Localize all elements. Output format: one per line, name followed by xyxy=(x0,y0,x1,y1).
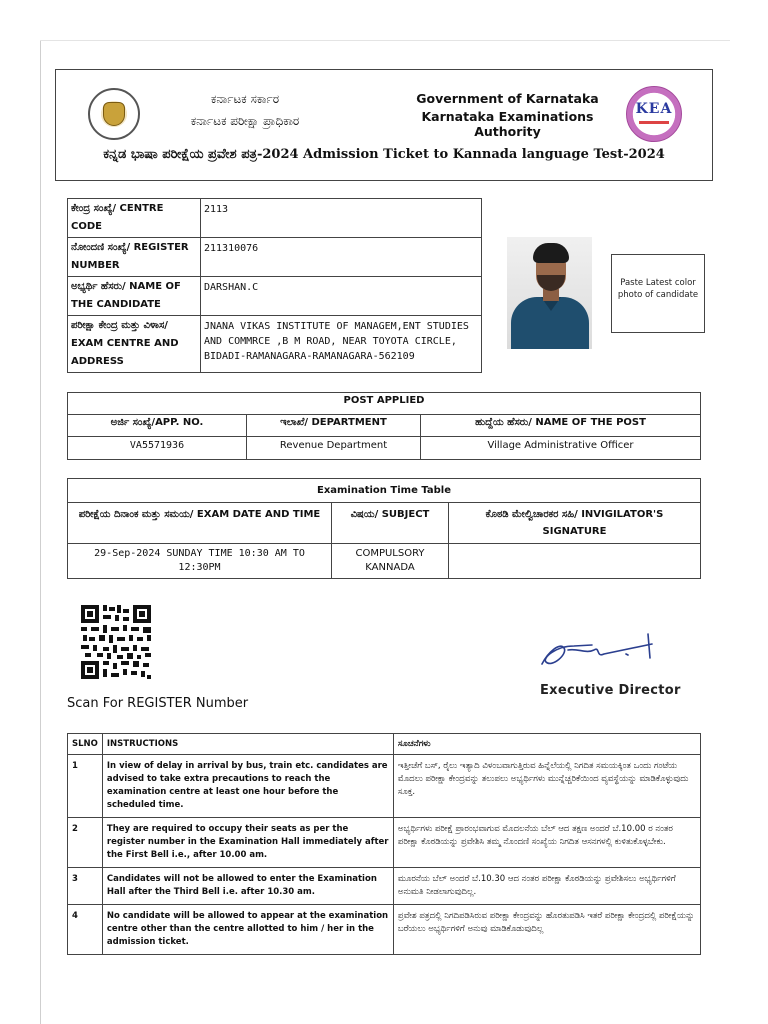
instructions-table xyxy=(67,733,701,955)
page-edge-left xyxy=(40,40,41,1024)
instruction-english: No candidate will be allowed to appear at the examination centre other than the centre allotted to him / her in the admission ticket. xyxy=(102,905,393,955)
table-row xyxy=(68,479,701,503)
qr-code xyxy=(79,603,153,681)
instruction-slno: 2 xyxy=(68,818,103,868)
instruction-slno: 3 xyxy=(68,868,103,905)
instruction-english: Candidates will not be allowed to enter the Examination Hall after the Third Bell i.e. after 10.30 am. xyxy=(102,868,393,905)
candidate-photo xyxy=(507,237,592,349)
instruction-kannada: ಅಭ್ಯರ್ಥಿಗಳು ಪರೀಕ್ಷೆ ಪ್ರಾರಂಭವಾಗುವ ಮೊದಲನೆಯ ಬೆಲ್ ಆದ ತಕ್ಷಣ ಅಂದರೆ ಬೆ.10.00 ರ ನಂತರ ಪರೀಕ್ಷಾ ಕೊಠಡಿಯನ್ನು ಪ್ರವೇಶಿಸಿ ತಮ್ಮ ನೊಂದಣಿ ಸಂಖ್ಯೆಯ ನಿಗದಿತ ಆಸನಗಳಲ್ಲಿ ಕುಳಿತುಕೊಳ್ಳಬೇಕು. xyxy=(393,818,700,868)
table-row xyxy=(68,199,482,238)
table-row xyxy=(68,905,701,955)
table-row xyxy=(68,868,701,905)
register-number-label: ನೋಂದಣಿ ಸಂಖ್ಯೆ/ REGISTER NUMBER xyxy=(68,238,201,277)
table-row xyxy=(68,503,701,544)
subject-header: ವಿಷಯ/ SUBJECT xyxy=(332,503,449,544)
app-no-value: VA5571936 xyxy=(68,437,247,460)
table-row xyxy=(68,755,701,818)
department-header: ಇಲಾಖೆ/ DEPARTMENT xyxy=(247,415,421,437)
instruction-kannada: ಮೂರನೆಯ ಬೆಲ್ ಅಂದರೆ ಬೆ.10.30 ಆದ ನಂತರ ಪರೀಕ್ಷಾ ಕೊಠಡಿಯನ್ನು ಪ್ರವೇಶಿಸಲು ಅಭ್ಯರ್ಥಿಗಳಿಗೆ ಅನುಮತಿ ನೀಡಲಾಗುವುದಿಲ್ಲ. xyxy=(393,868,700,905)
ticket-title: ಕನ್ನಡ ಭಾಷಾ ಪರೀಕ್ಷೆಯ ಪ್ರವೇಶ ಪತ್ರ-2024 Admission Ticket to Kannada language Test-2024 xyxy=(103,147,665,162)
centre-code-label: ಕೇಂದ್ರ ಸಂಖ್ಯೆ/ CENTRE CODE xyxy=(68,199,201,238)
centre-code-value: 2113 xyxy=(201,199,482,238)
instructions-kannada-header: ಸೂಚನೆಗಳು xyxy=(393,734,700,755)
slno-header: SLNO xyxy=(68,734,103,755)
department-value: Revenue Department xyxy=(247,437,421,460)
exam-centre-label: ಪರೀಕ್ಷಾ ಕೇಂದ್ರ ಮತ್ತು ವಿಳಾಸ/ EXAM CENTRE AND ADDRESS xyxy=(68,316,201,373)
instructions-header: INSTRUCTIONS xyxy=(102,734,393,755)
exam-centre-value: JNANA VIKAS INSTITUTE OF MANAGEM,ENT STUDIES AND COMMRCE ,B M ROAD, NEAR TOYOTA CIRCLE, BIDADI-RAMANAGARA-RAMANAGARA-562109 xyxy=(201,316,482,373)
page-edge-top xyxy=(40,40,730,41)
table-row xyxy=(68,437,701,460)
invigilator-signature-header: ಕೊಠಡಿ ಮೇಲ್ವಿಚಾರಕರ ಸಹಿ/ INVIGILATOR'S SIGNATURE xyxy=(449,503,701,544)
director-signature xyxy=(534,624,664,674)
instruction-kannada: ಇತ್ತೀಚೆಗೆ ಬಸ್, ರೈಲು ಇತ್ಯಾದಿ ವಿಳಂಬವಾಗುತ್ತಿರುವ ಹಿನ್ನೆಲೆಯಲ್ಲಿ ನಿಗದಿತ ಸಮಯಕ್ಕಿಂತ ಒಂದು ಗಂಟೆಯ ಮೊದಲು ಪರೀಕ್ಷಾ ಕೇಂದ್ರವನ್ನು ತಲುಪಲು ಅಭ್ಯರ್ಥಿಗಳು ಮುನ್ನೆಚ್ಚರಿಕೆಯಿಂದ ವ್ಯವಸ್ಥೆಯನ್ನು ಮಾಡಿಕೊಳ್ಳುವುದು ಸೂಕ್ತ. xyxy=(393,755,700,818)
exam-date-header: ಪರೀಕ್ಷೆಯ ದಿನಾಂಕ ಮತ್ತು ಸಮಯ/ EXAM DATE AND TIME xyxy=(68,503,332,544)
post-name-value: Village Administrative Officer xyxy=(421,437,701,460)
header-english-authority: Karnataka Examinations Authority xyxy=(421,109,594,139)
table-row xyxy=(68,734,701,755)
paste-photo-box: Paste Latest color photo of candidate xyxy=(611,254,705,333)
header-kannada-govt: ಕರ್ನಾಟಕ ಸರ್ಕಾರ xyxy=(210,92,280,106)
table-row xyxy=(68,316,482,373)
exam-timetable-table xyxy=(67,478,701,579)
post-name-header: ಹುದ್ದೆಯ ಹೆಸರು/ NAME OF THE POST xyxy=(421,415,701,437)
table-row xyxy=(68,544,701,579)
qr-caption: Scan For REGISTER Number xyxy=(67,696,249,711)
header-kannada-authority: ಕರ್ನಾಟಕ ಪರೀಕ್ಷಾ ಪ್ರಾಧಿಕಾರ xyxy=(190,114,300,128)
register-number-value: 211310076 xyxy=(201,238,482,277)
subject-value: COMPULSORY KANNADA xyxy=(332,544,449,579)
instruction-english: In view of delay in arrival by bus, train etc. candidates are advised to take extra precautions to reach the examination centre at least one hour before the scheduled time. xyxy=(102,755,393,818)
kea-logo-icon xyxy=(626,86,682,142)
app-no-header: ಅರ್ಜಿ ಸಂಖ್ಯೆ/APP. NO. xyxy=(68,415,247,437)
kea-logo-text: KEA xyxy=(635,101,673,117)
timetable-title: Examination Time Table xyxy=(68,479,701,503)
post-applied-title: POST APPLIED xyxy=(68,393,701,415)
candidate-details-table xyxy=(67,198,482,373)
executive-director-label: Executive Director xyxy=(540,683,681,698)
instruction-kannada: ಪ್ರವೇಶ ಪತ್ರದಲ್ಲಿ ನಿಗದಿಪಡಿಸಿರುವ ಪರೀಕ್ಷಾ ಕೇಂದ್ರವನ್ನು ಹೊರತುಪಡಿಸಿ ಇತರೆ ಪರೀಕ್ಷಾ ಕೇಂದ್ರದಲ್ಲಿ ಪರೀಕ್ಷೆಯನ್ನು ಬರೆಯಲು ಅಭ್ಯರ್ಥಿಗಳಿಗೆ ಅನುವು ಮಾಡಿಕೊಡುವುದಿಲ್ಲ xyxy=(393,905,700,955)
candidate-name-label: ಅಭ್ಯರ್ಥಿ ಹೆಸರು/ NAME OF THE CANDIDATE xyxy=(68,277,201,316)
table-row xyxy=(68,393,701,415)
table-row xyxy=(68,415,701,437)
exam-date-value: 29-Sep-2024 SUNDAY TIME 10:30 AM TO 12:30PM xyxy=(68,544,332,579)
instruction-slno: 1 xyxy=(68,755,103,818)
post-applied-table xyxy=(67,392,701,460)
instruction-slno: 4 xyxy=(68,905,103,955)
table-row xyxy=(68,277,482,316)
karnataka-seal-icon xyxy=(88,88,140,140)
table-row xyxy=(68,238,482,277)
candidate-name-value: DARSHAN.C xyxy=(201,277,482,316)
header-english-govt: Government of Karnataka xyxy=(416,91,599,106)
table-row xyxy=(68,818,701,868)
invigilator-signature-value xyxy=(449,544,701,579)
instruction-english: They are required to occupy their seats as per the register number in the Examination Hall immediately after the First Bell i.e., after 10.00 am. xyxy=(102,818,393,868)
